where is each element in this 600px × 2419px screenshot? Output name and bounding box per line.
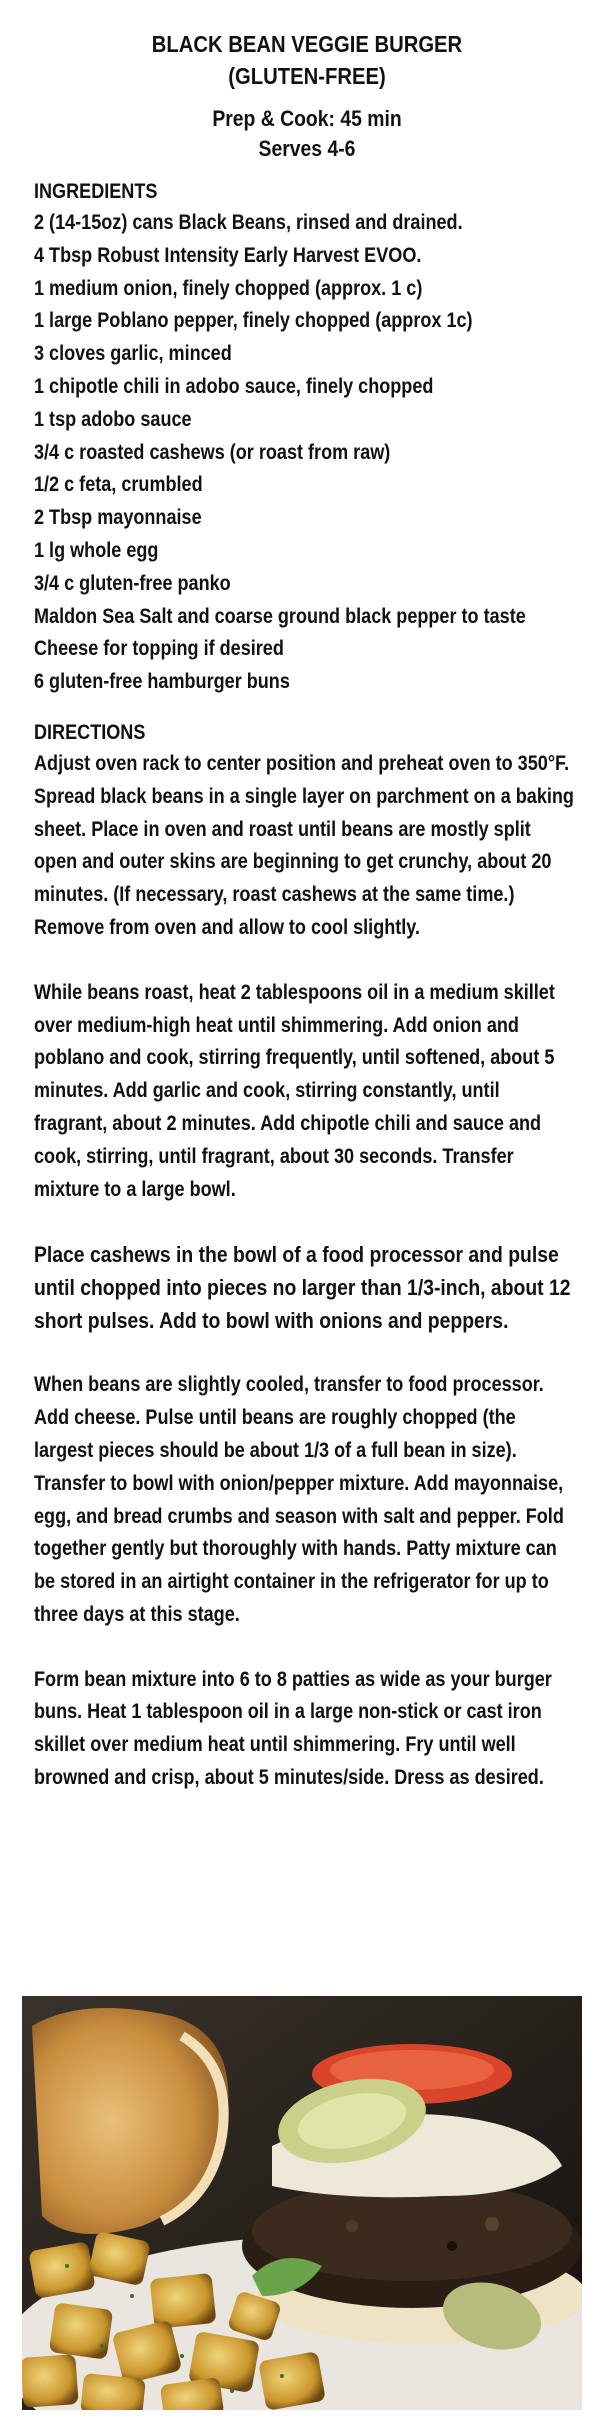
recipe-title-line1: BLACK BEAN VEGGIE BURGER <box>151 31 463 57</box>
ingredient-item: 2 Tbsp mayonnaise <box>34 506 202 530</box>
directions-section <box>34 717 580 1795</box>
ingredient-item: 2 (14-15oz) cans Black Beans, rinsed and drained. <box>34 211 463 234</box>
recipe-meta <box>67 104 547 164</box>
prep-time: Prep & Cook: 45 min <box>212 106 402 131</box>
ingredient-item: 3/4 c gluten-free panko <box>34 571 231 595</box>
direction-step-3: Place cashews in the bowl of a food processor and pulse until chopped into pieces no larger than 1/3-inch, about 12 short pulses. Add to bowl with onions and peppers. <box>34 1242 571 1334</box>
direction-step-2: While beans roast, heat 2 tablespoons oil in a medium skillet over medium-high heat until shimmering. Add onion and poblano and cook, stirring frequently, until softened, about 5 minutes. Add garlic and cook, stirring constantly, until fragrant, about 2 minutes. Add chipotle chili and sauce and cook, stirring, until fragrant, about 30 seconds. Transfer mixture to a large bowl. <box>34 980 555 1201</box>
recipe-title-line2: (GLUTEN-FREE) <box>228 63 386 89</box>
ingredient-item: 6 gluten-free hamburger buns <box>34 670 290 694</box>
ingredient-item: Maldon Sea Salt and coarse ground black pepper to taste <box>34 604 526 628</box>
ingredient-item: 1 tsp adobo sauce <box>34 407 192 431</box>
ingredient-item: 1 lg whole egg <box>34 538 159 562</box>
ingredient-item: 3/4 c roasted cashews (or roast from raw) <box>34 440 391 464</box>
ingredients-list <box>34 207 567 699</box>
recipe-title <box>67 0 547 92</box>
ingredients-heading: INGREDIENTS <box>34 180 158 203</box>
ingredient-item: 4 Tbsp Robust Intensity Early Harvest EVOO. <box>34 243 422 267</box>
burger-photo-illustration <box>22 1996 582 2410</box>
ingredients-section <box>34 176 580 699</box>
directions-heading: DIRECTIONS <box>34 720 146 744</box>
direction-step-4: When beans are slightly cooled, transfer to food processor. Add cheese. Pulse until beans are roughly chopped (the largest pieces should be about 1/3 of a full bean in size). Transfer to bowl with onion/pepper mixture. Add mayonnaise, egg, and bread crumbs and season with salt and pepper. Fold together gently but thoroughly with hands. Patty mixture can be stored in an airtight container in the refrigerator for up to three days at this stage. <box>34 1373 564 1626</box>
ingredient-item: 1/2 c feta, crumbled <box>34 473 203 497</box>
ingredient-item: 1 medium onion, finely chopped (approx. 1 c) <box>34 276 423 300</box>
ingredient-item: 1 large Poblano pepper, finely chopped (approx 1c) <box>34 309 473 333</box>
ingredient-item: Cheese for topping if desired <box>34 637 284 661</box>
ingredient-item: 1 chipotle chili in adobo sauce, finely chopped <box>34 374 434 398</box>
servings: Serves 4-6 <box>258 136 356 161</box>
burger-photo <box>22 1996 582 2410</box>
ingredient-item: 3 cloves garlic, minced <box>34 342 232 366</box>
direction-step-5: Form bean mixture into 6 to 8 patties as wide as your burger buns. Heat 1 tablespoon oil in a large non-stick or cast iron skillet over medium heat until shimmering. Fry until well browned and crisp, about 5 minutes/side. Dress as desired. <box>34 1667 552 1790</box>
direction-step-1: Adjust oven rack to center position and preheat oven to 350°F. Spread black beans in a single layer on parchment on a baking sheet. Place in oven and roast until beans are mostly split open and outer skins are beginning to get crunchy, about 20 minutes. (If necessary, roast cashews at the same time.) Remove from oven and allow to cool slightly. <box>34 751 574 939</box>
